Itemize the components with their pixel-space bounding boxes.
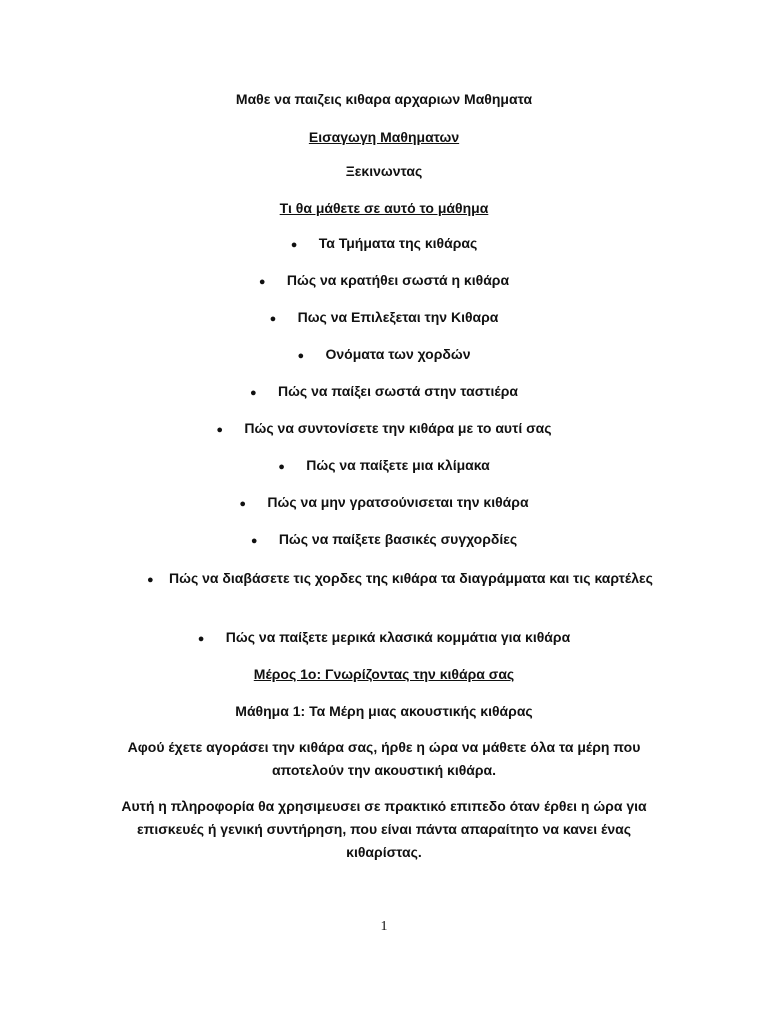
bullet-icon: ● bbox=[250, 535, 258, 547]
learn-heading: Τι θα μάθετε σε αυτό το μάθημα bbox=[279, 200, 489, 216]
lesson-heading: Μάθημα 1: Τα Μέρη μιας ακουστικής κιθάρας bbox=[235, 703, 533, 719]
list-item-text: Τα Τμήματα της κιθάρας bbox=[318, 235, 478, 251]
bullet-icon: ● bbox=[269, 313, 277, 325]
list-item-text: Πως να Επιλεξεται την Κιθαρα bbox=[297, 309, 499, 325]
list-item-text: Πώς να συντονίσετε την κιθάρα με το αυτί σας bbox=[244, 420, 552, 436]
list-item-text: Πώς να μην γρατσούνισεται την κιθάρα bbox=[267, 494, 529, 510]
list-item bbox=[0, 308, 768, 328]
list-item bbox=[0, 234, 768, 254]
list-item bbox=[0, 493, 768, 513]
intro-heading: Εισαγωγη Μαθηματων bbox=[308, 129, 460, 145]
bullet-icon: ● bbox=[239, 498, 247, 510]
page-number: 1 bbox=[380, 919, 388, 934]
bullet-icon: ● bbox=[147, 574, 154, 586]
list-item bbox=[0, 271, 768, 291]
bullet-icon: ● bbox=[197, 633, 205, 645]
list-item bbox=[0, 628, 768, 648]
bullet-icon: ● bbox=[216, 424, 224, 436]
part-heading: Μέρος 1ο: Γνωρίζοντας την κιθάρα σας bbox=[253, 666, 515, 682]
list-item-text: Πώς να παίξει σωστά στην ταστιέρα bbox=[277, 383, 519, 399]
list-item bbox=[0, 345, 768, 365]
list-item-text: Ονόματα των χορδών bbox=[325, 346, 471, 362]
list-item bbox=[0, 419, 768, 439]
list-item-text: Πώς να παίξετε μια κλίμακα bbox=[306, 457, 490, 473]
list-item bbox=[0, 456, 768, 476]
list-item-text: Πώς να διαβάσετε τις χορδες της κιθάρα τα διαγράμματα και τις καρτέλες bbox=[169, 570, 653, 586]
bullet-icon: ● bbox=[249, 387, 257, 399]
bullet-icon: ● bbox=[278, 461, 285, 473]
list-item bbox=[0, 382, 768, 402]
paragraph: Αυτή η πληροφορία θα χρησιμευσει σε πρακτικό επιπεδο όταν έρθει η ώρα για επισκευές ή γενική συντήρηση, που είναι πάντα απαραίτητο να κανει ένας κιθαρίστας. bbox=[121, 798, 647, 860]
list-item bbox=[0, 530, 768, 550]
bullet-icon: ● bbox=[297, 350, 305, 362]
bullet-icon: ● bbox=[290, 239, 298, 251]
bullet-icon: ● bbox=[258, 276, 266, 288]
paragraph: Αφού έχετε αγοράσει την κιθάρα σας, ήρθε η ώρα να μάθετε όλα τα μέρη που αποτελούν την ακουστική κιθάρα. bbox=[127, 739, 641, 778]
list-item-text: Πώς να παίξετε βασικές συγχορδίες bbox=[278, 531, 518, 547]
list-item-text: Πώς να κρατήθει σωστά η κιθάρα bbox=[286, 272, 510, 288]
starting-heading: Ξεκινωντας bbox=[345, 163, 423, 179]
document-title: Μαθε να παιζεις κιθαρα αρχαριων Μαθηματα bbox=[235, 91, 533, 107]
list-item-text: Πώς να παίξετε μερικά κλασικά κομμάτια για κιθάρα bbox=[225, 629, 571, 645]
list-item bbox=[140, 567, 660, 592]
